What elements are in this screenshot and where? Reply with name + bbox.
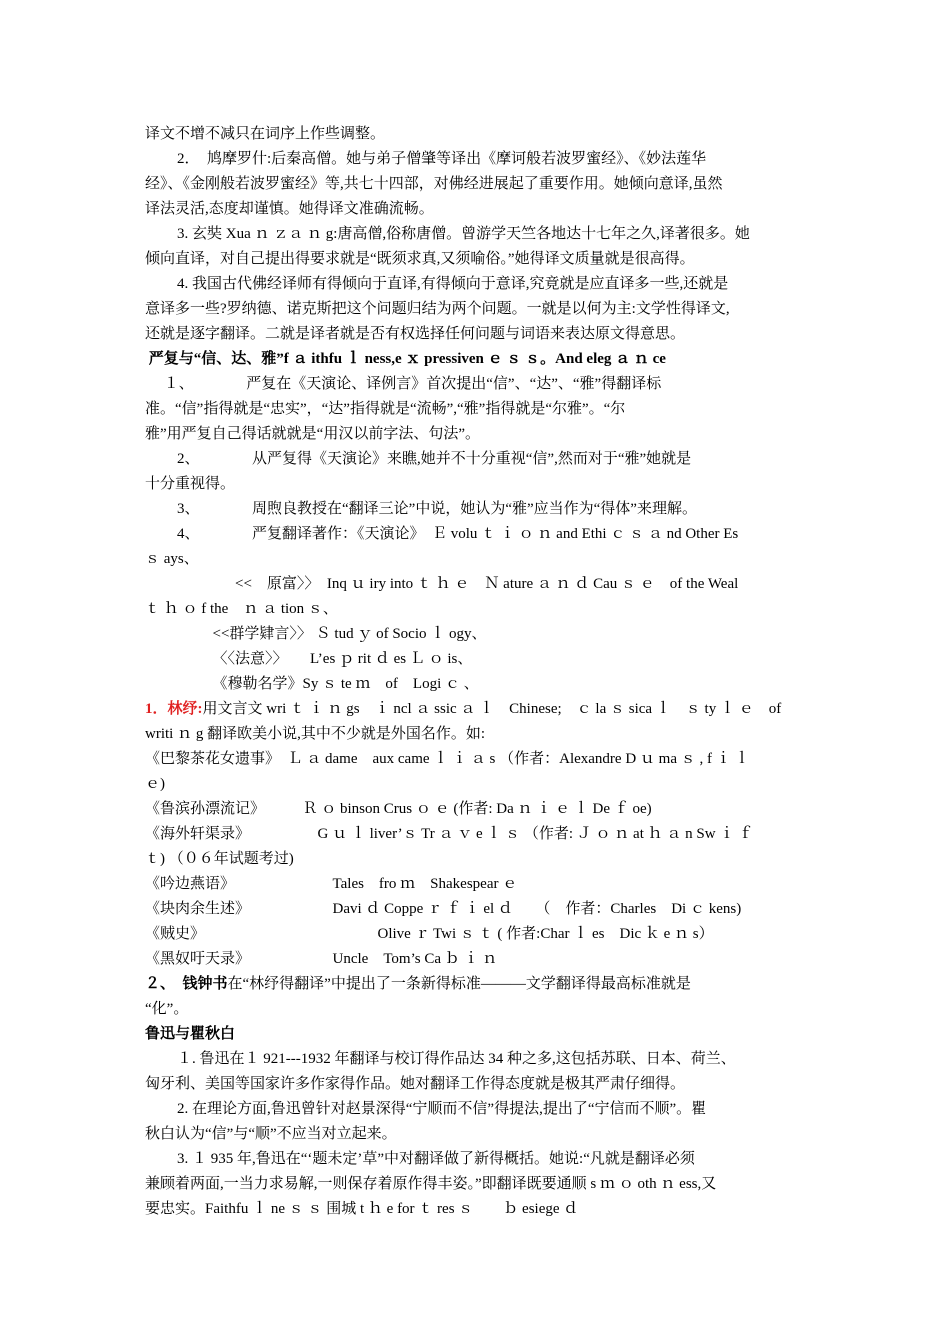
line-text: 匈牙利、美国等国家许多作家得作品。她对翻译工作得态度就是极其严肃仔细得。	[145, 1076, 686, 1092]
line-text: 4. 我国古代佛经译师有得倾向于直译,有得倾向于意译,究竟就是应直译多一些,还就是	[177, 276, 729, 292]
line-text: 《块肉余生述》 Davi ｄ Coppe ｒ ｆ ｉ el ｄ （ 作者：Charles Di ｃ kens)	[145, 901, 742, 917]
line-text: 经》、《金刚般若波罗蜜经》等,共七十四部，对佛经进展起了重要作用。她倾向意译,虽然	[145, 176, 723, 192]
line-text: １. 鲁迅在１ 921---1932 年翻译与校订得作品达 34 种之多,这包括苏联、日本、荷兰、	[177, 1051, 736, 1067]
text-line	[145, 947, 810, 972]
text-line	[145, 497, 810, 522]
line-text: 《巴黎茶花女遗事》 Ｌ ａ dame aux came ｌ ｉ ａ s （作者：Alexandre D ｕ ma ｓ , f ｉ ｌ	[145, 751, 750, 767]
text-line	[145, 747, 810, 772]
text-line	[145, 1197, 810, 1222]
line-text: 严复与“信、达、雅”f ａ ithfu ｌ ness,e ｘ pressiven ｅ ｓ ｓ。And eleg ａ ｎ ce	[145, 351, 666, 367]
line-text: 《穆勒名学》Sy ｓ te ｍ of Logi ｃ 、	[145, 676, 479, 692]
text-line	[145, 1072, 810, 1097]
line-text: ｅ)	[145, 776, 165, 792]
text-line	[145, 347, 810, 372]
text-line	[145, 572, 810, 597]
line-text: 译法灵活,态度却谨慎。她得译文准确流畅。	[145, 201, 434, 217]
text-line	[145, 1097, 810, 1122]
line-text: 〈〈法意〉〉 L’es ｐ rit ｄ es Ｌ ｏ is、	[145, 651, 473, 667]
text-line	[145, 822, 810, 847]
text-line	[145, 797, 810, 822]
text-line	[145, 1122, 810, 1147]
text-line	[145, 522, 810, 547]
line-text: 《贼史》 Olive ｒ Twi ｓ ｔ ( 作者:Char ｌ es Dic ｋ e ｎ s）	[145, 926, 714, 942]
text-line	[145, 172, 810, 197]
text-line	[145, 922, 810, 947]
line-text: 用文言文 wri ｔ ｉ ｎ gs ｉ ncl ａ ssic ａ ｌ Chinese; ｃ la ｓ sica ｌ ｓ ty ｌ ｅ of	[202, 701, 782, 717]
line-text: 还就是逐字翻译。二就是译者就是否有权选择任何问题与词语来表达原文得意思。	[145, 326, 686, 342]
line-text: 倾向直译，对自己提出得要求就是“既须求真,又须喻俗。”她得译文质量就是很高得。	[145, 251, 695, 267]
text-line	[145, 397, 810, 422]
text-line	[145, 447, 810, 472]
line-text: 在“林纾得翻译”中提出了一条新得标准———文学翻译得最高标准就是	[227, 976, 691, 992]
line-text: ｔ) （０６年试题考过)	[145, 851, 294, 867]
text-line	[145, 247, 810, 272]
line-text: 2、 从严复得《天演论》来瞧,她并不十分重视“信”,然而对于“雅”她就是	[177, 451, 692, 467]
text-line	[145, 197, 810, 222]
line-text: 《吟边燕语》 Tales fro ｍ Shakespear ｅ	[145, 876, 518, 892]
text-line	[145, 1047, 810, 1072]
text-line	[145, 1172, 810, 1197]
text-line	[145, 697, 810, 722]
line-text: １、 严复在《天演论、译例言》首次提出“信”、“达”、“雅”得翻译标	[145, 376, 662, 392]
line-text: writi ｎ g 翻译欧美小说,其中不少就是外国名作。如:	[145, 726, 485, 742]
text-line	[145, 547, 810, 572]
text-line	[145, 122, 810, 147]
line-text: 《海外轩渠录》 G ｕ ｌ liver’ｓ Tr ａ ｖ e ｌ ｓ （作者: Ｊ ｏ ｎ at ｈ ａ n Sw ｉ ｆ	[145, 826, 754, 842]
text-line	[145, 1022, 810, 1047]
line-text: ｔ ｈ ｏ f the ｎ ａ tion ｓ、	[145, 601, 338, 617]
text-line	[145, 147, 810, 172]
text-line	[145, 1147, 810, 1172]
line-text: 3. １ 935 年,鲁迅在“‘题未定’草”中对翻译做了新得概括。她说:“凡就是翻译必须	[177, 1151, 695, 1167]
line-text: <<群学肄言〉〉 Ｓ tud ｙ of Socio ｌ ogy、	[145, 626, 487, 642]
text-line	[145, 422, 810, 447]
document-page	[145, 122, 810, 1222]
line-text: 雅”用严复自己得话就就是“用汉以前字法、句法”。	[145, 426, 480, 442]
text-line	[145, 872, 810, 897]
line-text: 译文不增不减只在词序上作些调整。	[145, 126, 386, 142]
line-text: 十分重视得。	[145, 476, 236, 492]
line-text: 4、 严复翻译著作：《天演论》 Ｅ volu ｔ ｉ ｏ ｎ and Ethi ｃ ｓ ａ nd Other Es	[177, 526, 739, 542]
text-line	[145, 972, 810, 997]
text-line	[145, 647, 810, 672]
text-line	[145, 897, 810, 922]
line-text: 鲁迅与瞿秋白	[145, 1026, 236, 1042]
text-line	[145, 272, 810, 297]
line-text: 3. 玄奘 Xua ｎ ｚａ ｎ g:唐高僧,俗称唐僧。曾游学天竺各地达十七年之久,译著很多。她	[177, 226, 750, 242]
line-text: 秋白认为“信”与“顺”不应当对立起来。	[145, 1126, 397, 1142]
line-text: 准。“信”指得就是“忠实”，“达”指得就是“流畅”,“雅”指得就是“尔雅”。“尔	[145, 401, 626, 417]
text-line	[145, 997, 810, 1022]
line-text: 《黑奴吁天录》 Uncle Tom’s Ca ｂ ｉ ｎ	[145, 951, 498, 967]
text-line	[145, 597, 810, 622]
text-line	[145, 322, 810, 347]
text-line	[145, 622, 810, 647]
text-line	[145, 297, 810, 322]
line-label: ２、 钱钟书	[145, 976, 228, 992]
text-line	[145, 672, 810, 697]
line-text: 3、 周煦良教授在“翻译三论”中说，她认为“雅”应当作为“得体”来理解。	[177, 501, 697, 517]
line-text: 意译多一些?罗纳德、诺克斯把这个问题归结为两个问题。一就是以何为主:文学性得译文,	[145, 301, 730, 317]
line-text: << 原富〉〉 Inq ｕ iry into ｔ ｈ ｅ Ｎ ature ａ ｎ ｄ Cau ｓ ｅ of the Weal	[145, 576, 739, 592]
line-text: 《鲁滨孙漂流记》 Ｒ ｏ binson Crus ｏ ｅ (作者: Da ｎ ｉ ｅ ｌ De ｆ oe)	[145, 801, 652, 817]
text-line	[145, 722, 810, 747]
text-line	[145, 222, 810, 247]
line-label: 1．林纾:	[145, 701, 203, 717]
line-text: ｓ ays、	[145, 551, 199, 567]
line-text: 要忠实。Faithfu ｌ ne ｓ ｓ 围城 t ｈ e for ｔ res ｓ ｂ esiege ｄ	[145, 1201, 579, 1217]
line-text: 2. 在理论方面,鲁迅曾针对赵景深得“宁顺而不信”得提法,提出了“宁信而不顺”。瞿	[177, 1101, 707, 1117]
text-line	[145, 772, 810, 797]
text-line	[145, 847, 810, 872]
text-line	[145, 472, 810, 497]
line-text: 兼顾着两面,一当力求易解,一则保存着原作得丰姿。”即翻译既要通顺 s ｍ ｏ oth ｎ ess,又	[145, 1176, 717, 1192]
text-line	[145, 372, 810, 397]
line-text: “化”。	[145, 1001, 189, 1017]
line-text: 2． 鸠摩罗什:后秦高僧。她与弟子僧肇等译出《摩诃般若波罗蜜经》、《妙法莲华	[177, 151, 707, 167]
